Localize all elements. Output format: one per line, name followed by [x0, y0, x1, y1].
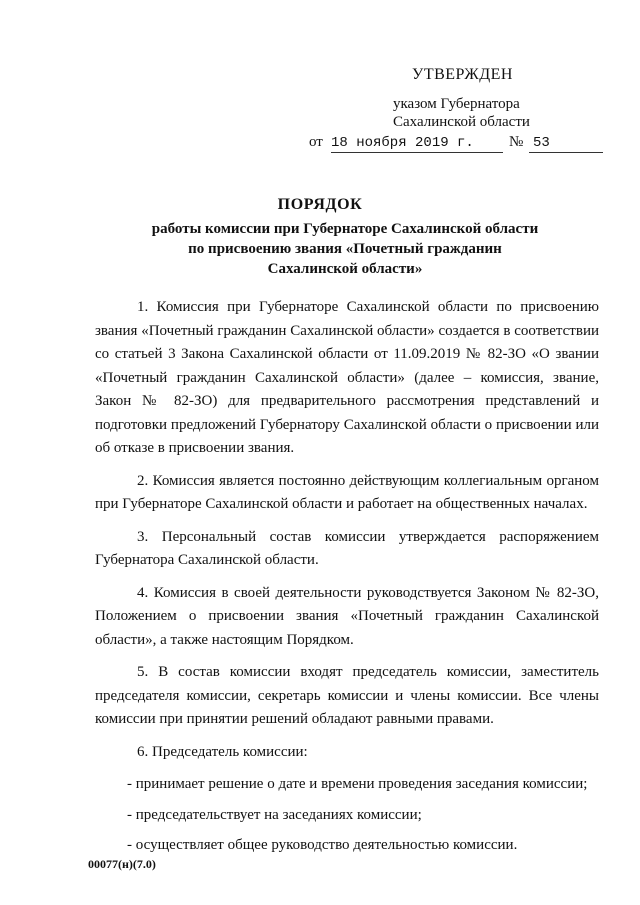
paragraph-1: 1. Комиссия при Губернаторе Сахалинской области по присвоению звания «Почетный гражданин Сахалинской области» создается в соответствии со статьей 3 Закона Сахалинской области от 11.09.2019 № 82-ЗО «О звании «Почетный гражданин Сахалинской области» (далее – комиссия, звание, Закон № 82-ЗО) для предварительного рассмотрения представлений и подготовки предложений Губернатору Сахалинской области о присвоении или об отказе в присвоении звания. [95, 299, 599, 456]
paragraph-4: 4. Комиссия в своей деятельности руководствуется Законом № 82-ЗО, Положением о присвоении звания «Почетный гражданин Сахалинской области», а также настоящим Порядком. [95, 584, 599, 648]
decree-date-number [309, 134, 609, 154]
decree-date: 18 ноября 2019 г. [331, 134, 503, 153]
list-item-1: - принимает решение о дате и времени проведения заседания комиссии; [127, 776, 588, 792]
footer-code: 00077(н)(7.0) [88, 857, 156, 871]
document-subtitle: работы комиссии при Губернаторе Сахалинской области по присвоению звания «Почетный гражданин Сахалинской области» [151, 221, 539, 277]
paragraph-5: 5. В состав комиссии входят председатель комиссии, заместитель председателя комиссии, секретарь комиссии и члены комиссии. Все члены комиссии при принятии решений обладают равными правами. [95, 664, 599, 727]
document-body [95, 296, 599, 865]
paragraph-2: 2. Комиссия является постоянно действующим коллегиальным органом при Губернаторе Сахалинской области и работает на общественных началах. [95, 472, 599, 512]
list-item-3: - осуществляет общее руководство деятельностью комиссии. [127, 837, 518, 853]
approval-heading: УТВЕРЖДЕН [412, 66, 513, 83]
approval-line-1: указом Губернатора [393, 96, 520, 112]
document-title: ПОРЯДОК [277, 196, 363, 213]
number-label: № [509, 134, 524, 150]
approval-line-2: Сахалинской области [393, 114, 530, 130]
paragraph-3: 3. Персональный состав комиссии утверждается распоряжением Губернатора Сахалинской области. [95, 528, 599, 568]
from-label: от [309, 134, 323, 150]
decree-number: 53 [529, 134, 603, 153]
list-item-2: - председательствует на заседаниях комиссии; [127, 806, 422, 823]
paragraph-6: 6. Председатель комиссии: [137, 743, 308, 760]
